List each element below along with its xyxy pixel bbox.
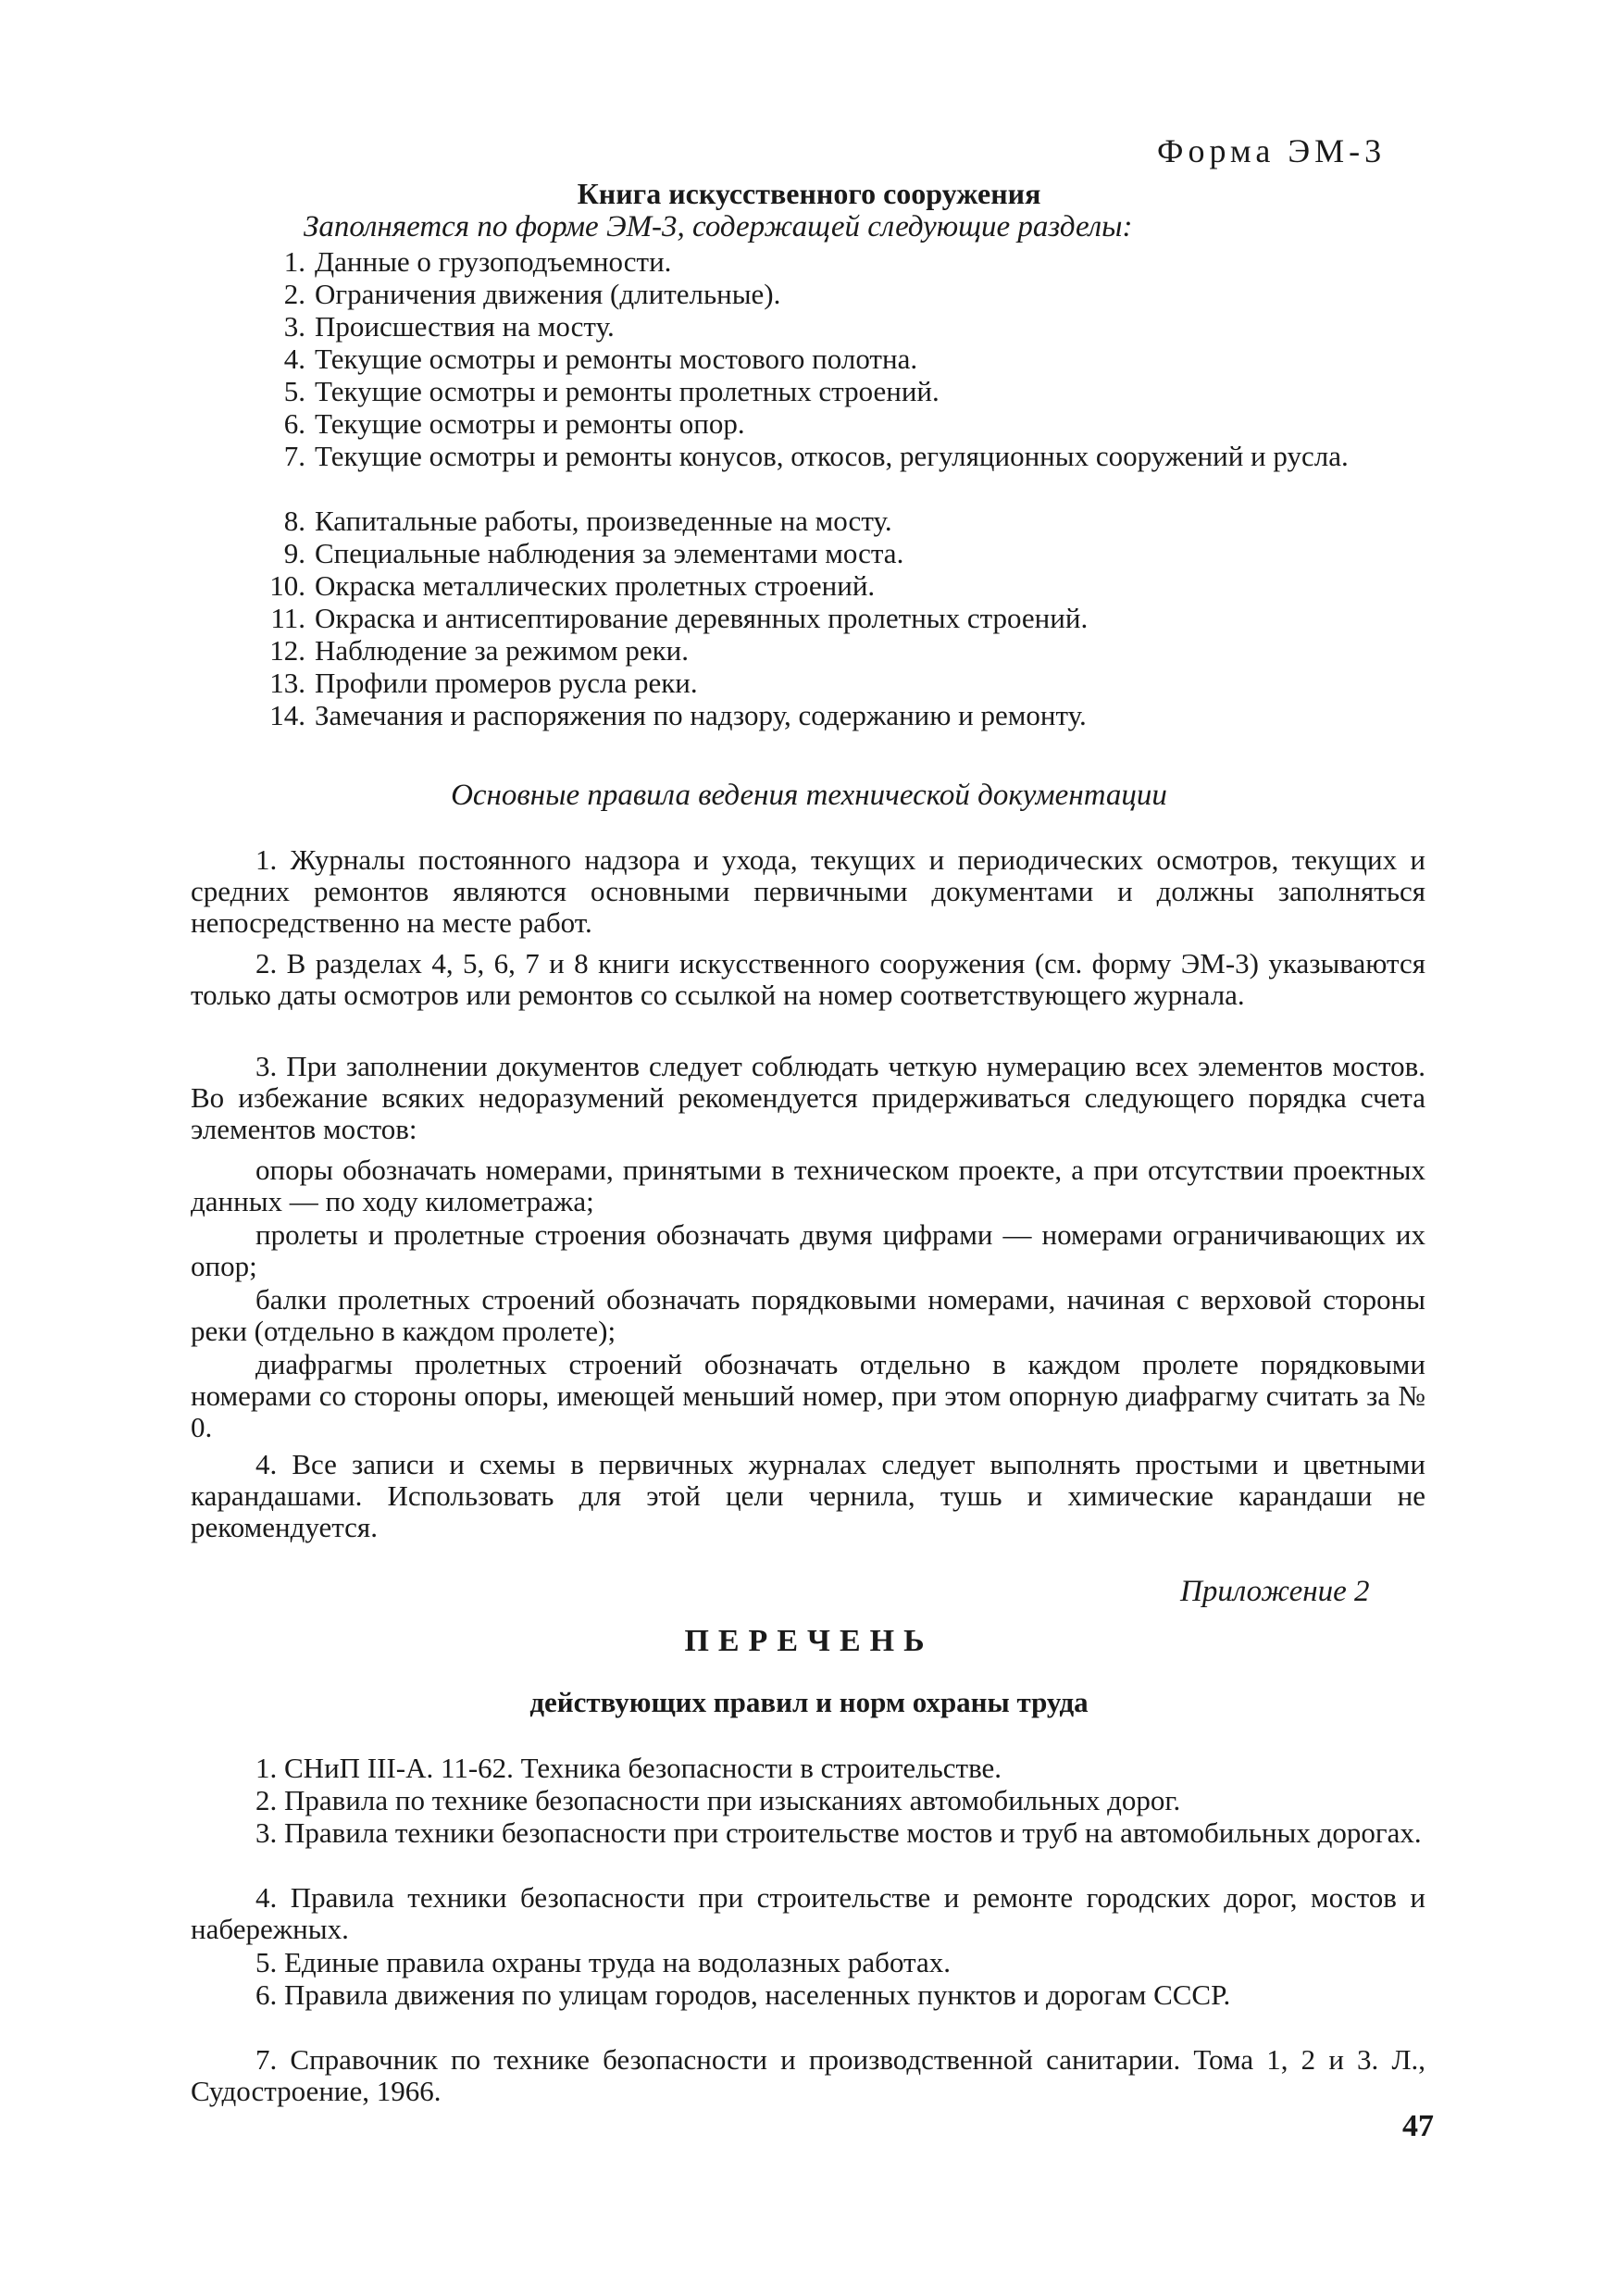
list-item-text: Ограничения движения (длительные). [315,278,781,310]
list-item-number: 2. [283,278,305,310]
list-item-number: 1. [283,245,305,278]
list-item-text: Наблюдение за режимом реки. [315,634,689,667]
rule-subitem-beams: балки пролетных строений обозначать порядковыми номерами, начиная с верховой стороны реки (отдельно в каждом пролете); [191,1283,1425,1347]
page-number: 47 [1402,2109,1434,2143]
list-item-number: 8. [283,505,305,537]
list-item-text: Текущие осмотры и ремонты опор. [315,407,745,440]
list-item-number: 4. [283,343,305,375]
list-item-text: Окраска металлических пролетных строений. [315,569,876,602]
section1-subtitle: Заполняется по форме ЭМ-3, содержащей следующие разделы: [304,210,1133,243]
list-item-text: Профили промеров русла реки. [315,667,698,699]
list-item: 7. Справочник по технике безопасности и производственной санитарии. Тома 1, 2 и 3. Л., Судостроение, 1966. [191,2043,1425,2107]
list-item-text: Текущие осмотры и ремонты мостового полотна. [315,343,918,375]
list-item-number: 6. [283,407,305,440]
rule-paragraph-4: 4. Все записи и схемы в первичных журналах следует выполнять простыми и цветными карандашами. Использовать для этой цели чернила, тушь и химические карандаши не рекомендуется. [191,1448,1425,1543]
list-item-text: Текущие осмотры и ремонты конусов, откосов, регуляционных сооружений и русла. [315,440,1349,472]
appendix-title: ПЕРЕЧЕНЬ [684,1624,934,1658]
rule-paragraph-3: 3. При заполнении документов следует соблюдать четкую нумерацию всех элементов мостов. Во избежание всяких недоразумений рекомендуется придерживаться следующего порядка счета элементов мостов: [191,1050,1425,1145]
list-item-text: Окраска и антисептирование деревянных пролетных строений. [315,602,1089,634]
list-item: 1. СНиП III-А. 11-62. Техника безопасности в строительстве. [255,1752,1002,1784]
list-item-number: 5. [283,375,305,407]
rule-subitem-diaphragms: диафрагмы пролетных строений обозначать отдельно в каждом пролете порядковыми номерами со стороны опоры, имеющей меньший номер, при этом опорную диафрагму считать за № 0. [191,1348,1425,1443]
rule-subitem-spans: пролеты и пролетные строения обозначать двумя цифрами — номерами ограничивающих их опор; [191,1218,1425,1282]
list-item-number: 7. [283,440,305,472]
list-item-number: 3. [283,310,305,343]
appendix-label: Приложение 2 [1180,1575,1370,1608]
list-item-text: Замечания и распоряжения по надзору, содержанию и ремонту. [315,699,1087,731]
list-item-number: 11. [270,602,305,634]
rule-subitem-supports: опоры обозначать номерами, принятыми в техническом проекте, а при отсутствии проектных данных — по ходу километража; [191,1154,1425,1217]
section2-title: Основные правила ведения технической документации [451,779,1167,812]
list-item: 5. Единые правила охраны труда на водолазных работах. [255,1946,951,1978]
list-item: 2. Правила по технике безопасности при изысканиях автомобильных дорог. [255,1784,1181,1816]
appendix-subtitle: действующих правил и норм охраны труда [529,1686,1089,1718]
list-item-number: 13. [269,667,305,699]
list-item-text: Специальные наблюдения за элементами моста. [315,537,904,569]
section1-title: Книга искусственного сооружения [577,177,1041,210]
rule-paragraph-2: 2. В разделах 4, 5, 6, 7 и 8 книги искусственного сооружения (см. форму ЭМ-3) указываются только даты осмотров или ремонтов со ссылкой на номер соответствующего журнала. [191,947,1425,1011]
list-item: 6. Правила движения по улицам городов, населенных пунктов и дорогам СССР. [255,1978,1231,2011]
list-item-text: Происшествия на мосту. [315,310,615,343]
list-item-text: Текущие осмотры и ремонты пролетных строений. [315,375,940,407]
list-item: 3. Правила техники безопасности при строительстве мостов и труб на автомобильных дорогах. [255,1816,1422,1849]
list-item-text: Капитальные работы, произведенные на мосту. [315,505,892,537]
rule-paragraph-1: 1. Журналы постоянного надзора и ухода, текущих и периодических осмотров, текущих и средних ремонтов являются основными первичными документами и должны заполняться непосредственно на месте работ. [191,843,1425,939]
list-item-number: 10. [269,569,305,602]
list-item-text: Данные о грузоподъемности. [315,245,672,278]
list-item-number: 14. [269,699,305,731]
list-item: 4. Правила техники безопасности при строительстве и ремонте городских дорог, мостов и набережных. [191,1881,1425,1945]
list-item-number: 12. [269,634,305,667]
form-label: Форма ЭМ-3 [1157,132,1387,169]
list-item-number: 9. [283,537,305,569]
